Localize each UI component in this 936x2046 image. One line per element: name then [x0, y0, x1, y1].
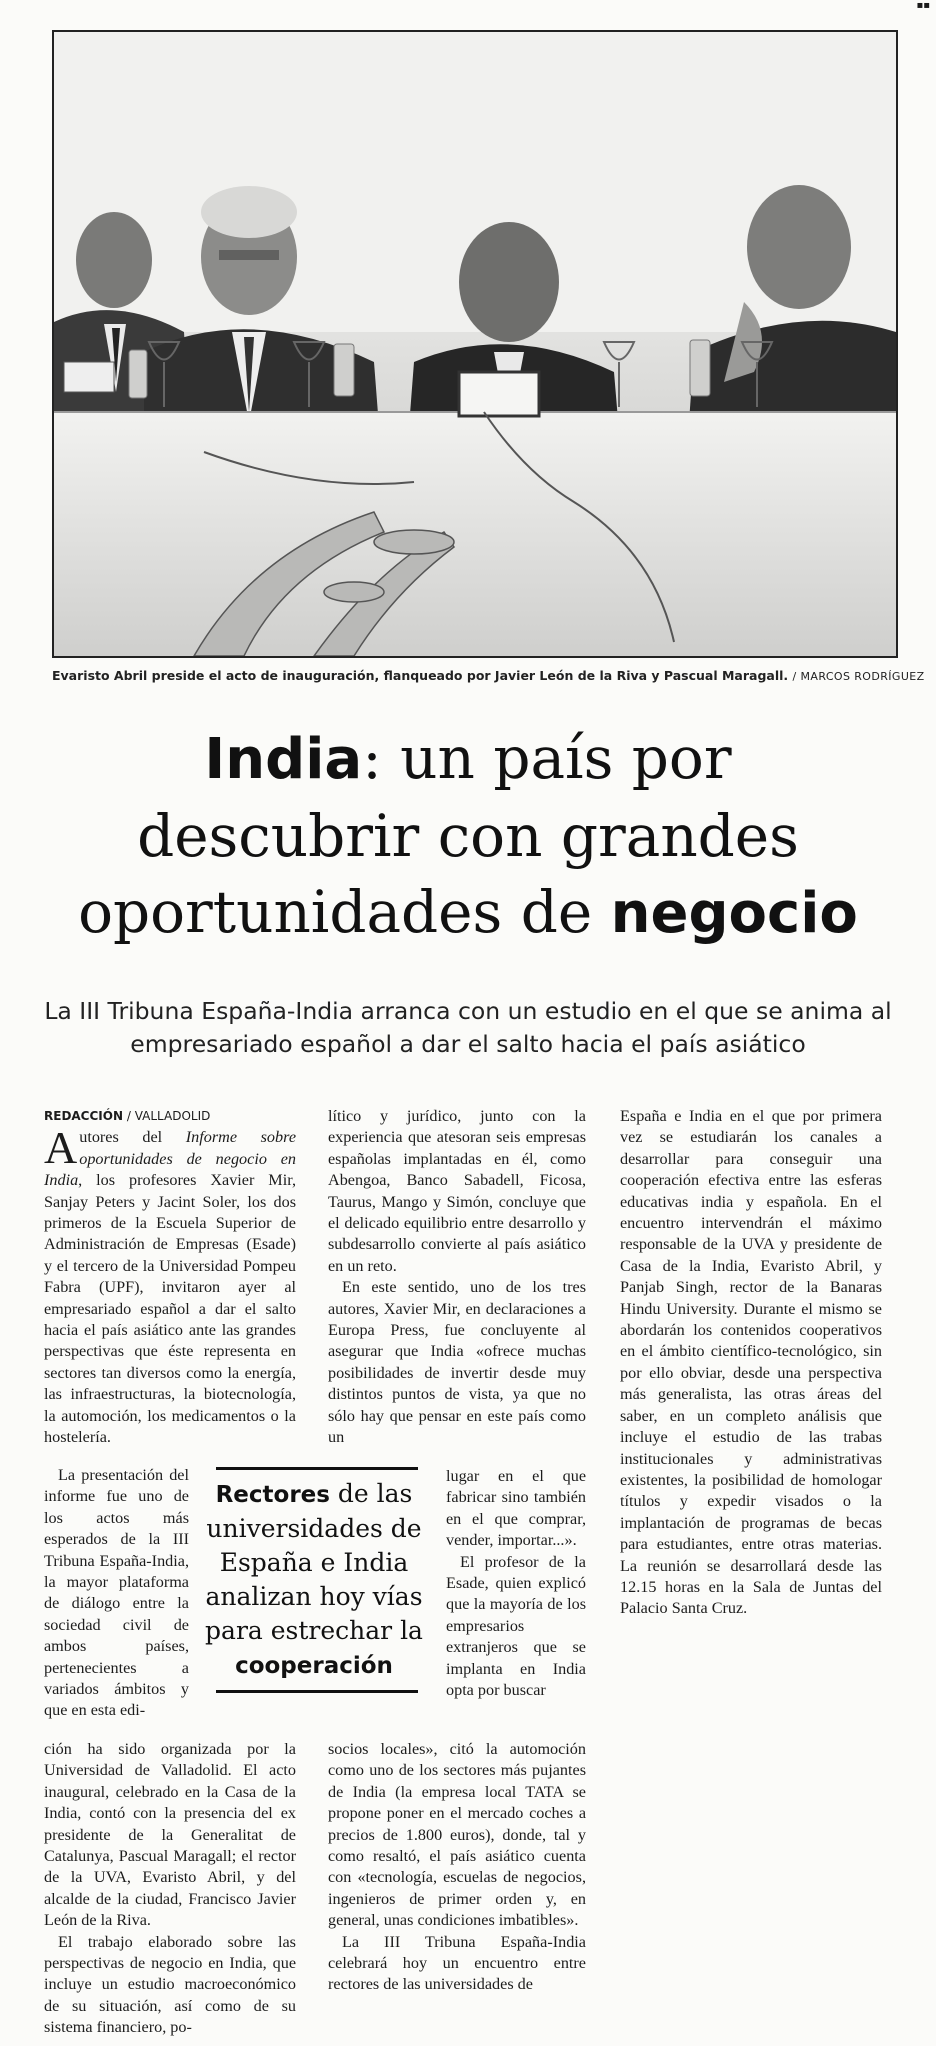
caption-text: Evaristo Abril preside el acto de inauguración, flanqueado por Javier León de la Riva y Pascual Maragall.	[52, 668, 789, 683]
page-corner-mark: ▪▪	[916, 0, 930, 11]
headline-keyword-india: India	[204, 727, 363, 792]
pull-quote-bold-1: Rectores	[215, 1482, 330, 1508]
headline-line1-rest: : un país por	[362, 724, 732, 792]
paragraph: El trabajo elaborado sobre las perspectivas de negocio en India, que incluye un estudio macroeconómico de su situación, así como de su sistema financiero, po-	[44, 1932, 296, 2037]
article-column-1-narrow	[44, 1465, 189, 1722]
article-column-2	[328, 1106, 586, 1449]
conference-panel-illustration	[54, 32, 896, 656]
headline-line3: oportunidades de	[78, 878, 611, 946]
pull-quote	[200, 1477, 428, 1683]
byline-city: / VALLADOLID	[126, 1109, 211, 1123]
paragraph: lítico y jurídico, junto con la experiencia que atesoran seis empresas españolas implantadas en él, como Abengoa, Banco Sabadell, Ficosa, Taurus, Mango y Simón, concluye que el delicado equilibrio entre desarrollo y subdesarrollo convierte al país asiático en un reto.	[328, 1107, 586, 1275]
paragraph: España e India en el que por primera vez se estudiarán los canales a desarrollar para conseguir una cooperación efectiva entre las esferas educativas india y española. En el encuentro intervendrán el máximo responsable de la UVA y presidente de Casa de la India, Evaristo Abril, y Panjab Singh, rector de la Banaras Hindu University. Durante el mismo se abordarán los contenidos cooperativos en el ámbito científico-tecnológico, sin por ello obviar, desde una perspectiva más generalista, las otras áreas del saber, en un completo análisis que incluye el estudio de las trabas institucionales y administrativas existentes, la posibilidad de homologar títulos y expedir visados o la implantación de programas de becas para estudiantes, entre otras materias. La reunión se desarrollará desde las 12.15 horas en la Sala de Juntas del Palacio Santa Cruz.	[620, 1107, 882, 1618]
photo-credit: / MARCOS RODRÍGUEZ	[792, 670, 925, 683]
pull-quote-bold-2: cooperación	[235, 1653, 393, 1679]
article-column-2-narrow	[446, 1466, 586, 1701]
headline-keyword-negocio: negocio	[610, 881, 858, 946]
paragraph: El profesor de la Esade, quien explicó que la mayoría de los empresarios extranjeros que se implanta en India opta por buscar	[446, 1552, 586, 1700]
article-column-1-lower	[44, 1739, 296, 2039]
photo-caption	[52, 668, 925, 683]
article-column-2-lower	[328, 1739, 586, 1996]
byline	[44, 1106, 296, 1127]
text-run: , los profesores Xavier Mir, Sanjay Peters y Jacint Soler, los dos primeros de la Escuela Superior de Administración de Empresas (Esade) y el tercero de la Universidad Pompeu Fabra (UPF), invitaron ayer al empresariado español a dar el salto hacia el país asiático ante las grandes perspectivas que éste representa en sectores tan diversos como la energía, las infraestructuras, la biotecnología, la automoción, los medicamentos o la hostelería.	[44, 1171, 296, 1447]
paragraph: socios locales», citó la automoción como uno de los sectores más pujantes de India (la empresa local TATA se propone poner en el mercado coches a precios de 1.800 euros), donde, tal y como resaltó, el país asiático cuenta con «tecnología, escuelas de negocios, ingenieros de primer orden y, en general, unas condiciones imbatibles».	[328, 1740, 586, 1930]
subheadline: La III Tribuna España-India arranca con un estudio en el que se anima al empresariado español a dar el salto hacia el país asiático	[44, 997, 892, 1058]
byline-org: REDACCIÓN	[44, 1109, 124, 1123]
paragraph: En este sentido, uno de los tres autores, Xavier Mir, en declaraciones a Europa Press, fue concluyente al asegurar que India «ofrece muchas posibilidades de invertir desde muy distintos puntos de vista, ya que no sólo hay que pensar en este país como un	[328, 1278, 586, 1447]
paragraph: La presentación del informe fue uno de los actos más esperados de la III Tribuna España-India, la mayor plataforma de diálogo entre la sociedad civil de ambos países, pertenecientes a variados ámbitos y que en esta edi-	[44, 1466, 189, 1720]
article-column-3	[620, 1106, 882, 1620]
paragraph: La III Tribuna España-India celebrará hoy un encuentro entre rectores de las universidades de	[328, 1932, 586, 1994]
paragraph	[44, 1122, 297, 1448]
text-run: utores del	[79, 1128, 186, 1147]
drop-cap: A	[44, 1122, 78, 1174]
pull-quote-bottom-rule	[216, 1690, 418, 1693]
report-title: Informe sobre oportunidades de negocio en India	[44, 1128, 297, 1190]
pull-quote-top-rule	[216, 1467, 418, 1470]
article-column-1	[44, 1106, 296, 1449]
headline	[40, 720, 896, 952]
headline-line2: descubrir con grandes	[137, 802, 799, 870]
pull-quote-text: de las universidades de España e India analizan hoy vías para estrechar la	[205, 1479, 423, 1645]
news-photo	[52, 30, 898, 658]
paragraph: ción ha sido organizada por la Universidad de Valladolid. El acto inaugural, celebrado en la Casa de la India, contó con la presencia del ex presidente de la Generalitat de Catalunya, Pascual Maragall; el rector de la UVA, Evaristo Abril, y del alcalde de la ciudad, Francisco Javier León de la Riva.	[44, 1740, 296, 1930]
paragraph: lugar en el que fabricar sino también en el que comprar, vender, importar...».	[446, 1467, 586, 1550]
